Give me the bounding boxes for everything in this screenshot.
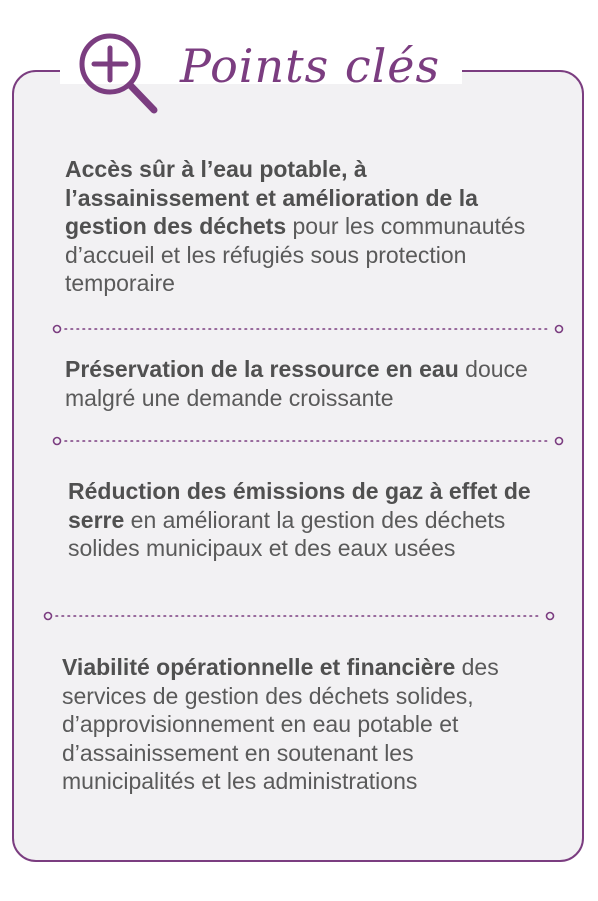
panel-title: Points clés (180, 39, 441, 93)
key-point-4 (62, 653, 552, 796)
key-point-1-text: pour les communautés d’accueil et les réfugiés sous protection temporaire (65, 213, 526, 296)
dotted-divider-1 (51, 323, 565, 335)
key-point-2-text: douce malgré une demande croissante (65, 356, 528, 411)
key-point-1-lead: Accès sûr à l’eau potable, à l’assainissement et amélioration de la gestion des déchets (65, 156, 478, 239)
zoom-in-magnifier-icon (76, 30, 160, 116)
key-point-4-text: des services de gestion des déchets solides, d’approvisionnement en eau potable et d’assainissement en soutenant les municipalités et les administrations (62, 654, 499, 794)
dotted-divider-3 (42, 610, 556, 622)
key-point-1 (65, 155, 555, 298)
key-point-2 (65, 355, 555, 412)
dotted-divider-2 (51, 435, 565, 447)
key-point-4-lead: Viabilité opérationnelle et financière (62, 654, 456, 680)
key-point-3 (68, 477, 548, 563)
key-point-3-text: en améliorant la gestion des déchets solides municipaux et des eaux usées (68, 506, 506, 561)
key-point-2-lead: Préservation de la ressource en eau (65, 356, 459, 382)
key-point-3-lead: Réduction des émissions de gaz à effet de serre (68, 478, 531, 533)
